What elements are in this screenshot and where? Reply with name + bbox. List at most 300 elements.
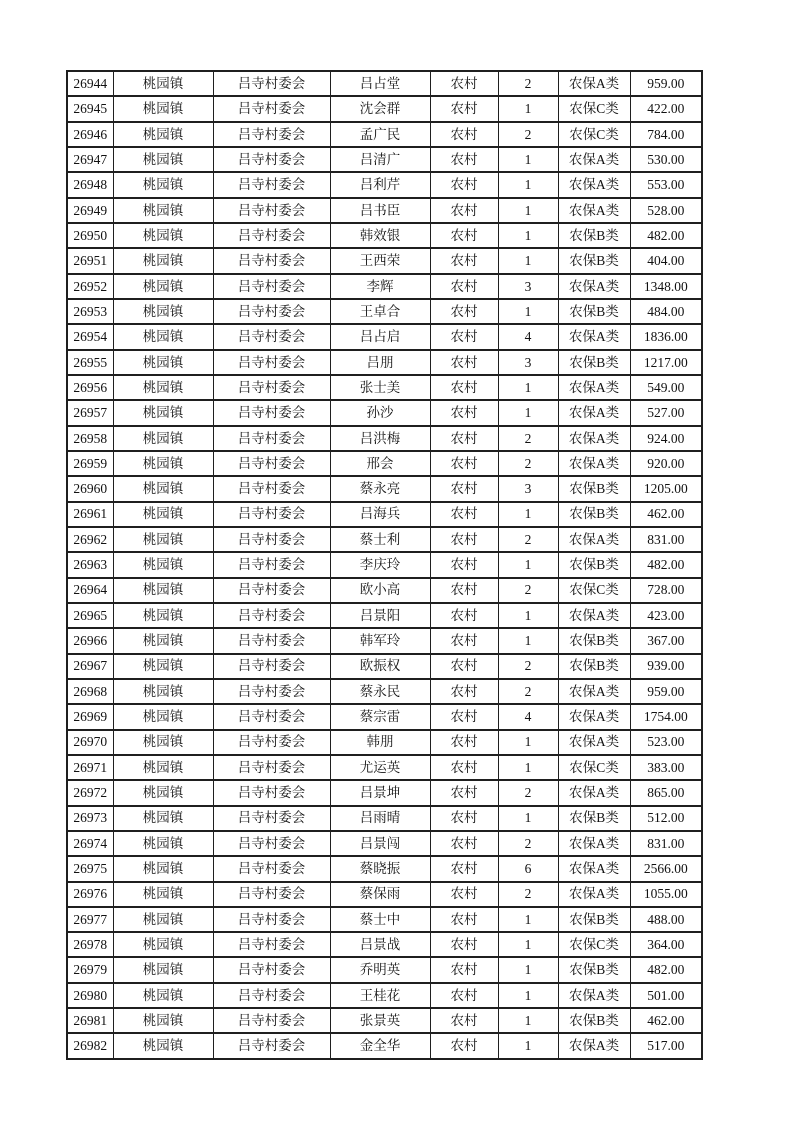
table-cell-insurance_category: 农保B类 <box>558 654 630 679</box>
table-cell-record_id: 26977 <box>67 907 113 932</box>
table-cell-residence_type: 农村 <box>430 299 498 324</box>
table-cell-record_id: 26966 <box>67 628 113 653</box>
table-cell-record_id: 26976 <box>67 882 113 907</box>
table-cell-town: 桃园镇 <box>113 400 213 425</box>
table-cell-record_id: 26959 <box>67 451 113 476</box>
table-cell-insurance_category: 农保A类 <box>558 983 630 1008</box>
table-cell-village_committee: 吕寺村委会 <box>213 1008 330 1033</box>
table-cell-residence_type: 农村 <box>430 375 498 400</box>
table-cell-person_count: 1 <box>498 223 558 248</box>
table-cell-amount: 527.00 <box>630 400 702 425</box>
table-cell-village_committee: 吕寺村委会 <box>213 324 330 349</box>
table-cell-amount: 484.00 <box>630 299 702 324</box>
table-cell-person_count: 1 <box>498 375 558 400</box>
records-table-body <box>67 71 702 1059</box>
table-cell-village_committee: 吕寺村委会 <box>213 502 330 527</box>
table-cell-record_id: 26968 <box>67 679 113 704</box>
table-cell-person_name: 吕利芹 <box>330 172 430 197</box>
table-cell-record_id: 26961 <box>67 502 113 527</box>
table-cell-village_committee: 吕寺村委会 <box>213 274 330 299</box>
table-cell-insurance_category: 农保A类 <box>558 603 630 628</box>
table-cell-residence_type: 农村 <box>430 628 498 653</box>
table-cell-person_name: 吕占启 <box>330 324 430 349</box>
table-cell-town: 桃园镇 <box>113 71 213 96</box>
table-cell-record_id: 26960 <box>67 476 113 501</box>
table-cell-amount: 364.00 <box>630 932 702 957</box>
table-cell-town: 桃园镇 <box>113 831 213 856</box>
table-row <box>67 248 702 273</box>
table-cell-amount: 462.00 <box>630 502 702 527</box>
table-cell-person_count: 1 <box>498 96 558 121</box>
table-cell-record_id: 26947 <box>67 147 113 172</box>
table-cell-insurance_category: 农保B类 <box>558 299 630 324</box>
table-cell-record_id: 26952 <box>67 274 113 299</box>
table-cell-town: 桃园镇 <box>113 806 213 831</box>
table-cell-record_id: 26969 <box>67 704 113 729</box>
table-cell-village_committee: 吕寺村委会 <box>213 957 330 982</box>
table-cell-town: 桃园镇 <box>113 350 213 375</box>
table-cell-person_count: 4 <box>498 704 558 729</box>
table-cell-person_count: 1 <box>498 957 558 982</box>
table-cell-amount: 482.00 <box>630 223 702 248</box>
table-cell-insurance_category: 农保A类 <box>558 198 630 223</box>
table-cell-person_count: 2 <box>498 780 558 805</box>
table-cell-record_id: 26981 <box>67 1008 113 1033</box>
table-cell-amount: 920.00 <box>630 451 702 476</box>
table-row <box>67 679 702 704</box>
records-table <box>66 70 703 1060</box>
table-cell-person_name: 蔡永亮 <box>330 476 430 501</box>
table-cell-person_count: 1 <box>498 1033 558 1059</box>
table-row <box>67 502 702 527</box>
table-cell-village_committee: 吕寺村委会 <box>213 603 330 628</box>
table-cell-insurance_category: 农保A类 <box>558 451 630 476</box>
table-cell-residence_type: 农村 <box>430 350 498 375</box>
table-row <box>67 983 702 1008</box>
table-cell-person_count: 1 <box>498 172 558 197</box>
table-cell-town: 桃园镇 <box>113 375 213 400</box>
table-cell-record_id: 26962 <box>67 527 113 552</box>
table-cell-amount: 530.00 <box>630 147 702 172</box>
table-cell-person_count: 2 <box>498 882 558 907</box>
table-cell-residence_type: 农村 <box>430 502 498 527</box>
table-cell-residence_type: 农村 <box>430 527 498 552</box>
table-cell-person_name: 吕景闯 <box>330 831 430 856</box>
table-row <box>67 426 702 451</box>
table-cell-village_committee: 吕寺村委会 <box>213 654 330 679</box>
table-cell-village_committee: 吕寺村委会 <box>213 679 330 704</box>
table-cell-insurance_category: 农保A类 <box>558 780 630 805</box>
table-cell-insurance_category: 农保B类 <box>558 907 630 932</box>
table-cell-insurance_category: 农保B类 <box>558 502 630 527</box>
table-cell-amount: 488.00 <box>630 907 702 932</box>
table-cell-person_name: 韩朋 <box>330 730 430 755</box>
table-cell-amount: 784.00 <box>630 122 702 147</box>
table-cell-village_committee: 吕寺村委会 <box>213 932 330 957</box>
table-cell-person_name: 吕雨晴 <box>330 806 430 831</box>
table-cell-insurance_category: 农保A类 <box>558 147 630 172</box>
table-cell-amount: 831.00 <box>630 831 702 856</box>
table-cell-residence_type: 农村 <box>430 552 498 577</box>
table-cell-town: 桃园镇 <box>113 1033 213 1059</box>
table-cell-residence_type: 农村 <box>430 172 498 197</box>
table-cell-amount: 404.00 <box>630 248 702 273</box>
table-cell-person_name: 吕海兵 <box>330 502 430 527</box>
table-cell-residence_type: 农村 <box>430 578 498 603</box>
table-cell-residence_type: 农村 <box>430 223 498 248</box>
table-cell-amount: 501.00 <box>630 983 702 1008</box>
table-cell-insurance_category: 农保A类 <box>558 882 630 907</box>
table-cell-record_id: 26945 <box>67 96 113 121</box>
table-row <box>67 350 702 375</box>
table-row <box>67 1033 702 1059</box>
table-row <box>67 730 702 755</box>
table-cell-amount: 1836.00 <box>630 324 702 349</box>
table-row <box>67 71 702 96</box>
table-cell-record_id: 26963 <box>67 552 113 577</box>
table-cell-amount: 831.00 <box>630 527 702 552</box>
table-cell-residence_type: 农村 <box>430 882 498 907</box>
table-cell-insurance_category: 农保B类 <box>558 476 630 501</box>
table-cell-person_count: 3 <box>498 274 558 299</box>
table-row <box>67 755 702 780</box>
table-cell-village_committee: 吕寺村委会 <box>213 831 330 856</box>
table-cell-amount: 1205.00 <box>630 476 702 501</box>
table-cell-residence_type: 农村 <box>430 704 498 729</box>
table-cell-person_name: 尤运英 <box>330 755 430 780</box>
table-cell-residence_type: 农村 <box>430 71 498 96</box>
table-cell-amount: 512.00 <box>630 806 702 831</box>
table-cell-town: 桃园镇 <box>113 324 213 349</box>
table-cell-village_committee: 吕寺村委会 <box>213 578 330 603</box>
table-cell-insurance_category: 农保B类 <box>558 806 630 831</box>
table-cell-record_id: 26982 <box>67 1033 113 1059</box>
table-cell-record_id: 26971 <box>67 755 113 780</box>
table-cell-person_count: 1 <box>498 552 558 577</box>
table-cell-person_count: 2 <box>498 122 558 147</box>
table-cell-town: 桃园镇 <box>113 172 213 197</box>
table-cell-amount: 939.00 <box>630 654 702 679</box>
table-cell-record_id: 26979 <box>67 957 113 982</box>
table-cell-town: 桃园镇 <box>113 780 213 805</box>
table-cell-village_committee: 吕寺村委会 <box>213 907 330 932</box>
table-row <box>67 451 702 476</box>
table-cell-person_count: 1 <box>498 603 558 628</box>
table-row <box>67 223 702 248</box>
table-cell-amount: 462.00 <box>630 1008 702 1033</box>
table-cell-person_count: 1 <box>498 248 558 273</box>
table-cell-insurance_category: 农保C类 <box>558 932 630 957</box>
table-cell-person_name: 韩军玲 <box>330 628 430 653</box>
table-cell-record_id: 26964 <box>67 578 113 603</box>
table-cell-person_name: 吕清广 <box>330 147 430 172</box>
table-cell-person_count: 1 <box>498 198 558 223</box>
table-cell-town: 桃园镇 <box>113 578 213 603</box>
table-cell-village_committee: 吕寺村委会 <box>213 96 330 121</box>
table-cell-town: 桃园镇 <box>113 628 213 653</box>
table-cell-person_count: 2 <box>498 426 558 451</box>
table-cell-residence_type: 农村 <box>430 426 498 451</box>
table-cell-residence_type: 农村 <box>430 755 498 780</box>
table-cell-person_name: 蔡晓振 <box>330 856 430 881</box>
table-cell-village_committee: 吕寺村委会 <box>213 527 330 552</box>
table-cell-insurance_category: 农保C类 <box>558 578 630 603</box>
table-row <box>67 324 702 349</box>
table-cell-amount: 517.00 <box>630 1033 702 1059</box>
table-cell-person_name: 乔明英 <box>330 957 430 982</box>
table-cell-person_name: 蔡保雨 <box>330 882 430 907</box>
table-cell-residence_type: 农村 <box>430 730 498 755</box>
table-cell-town: 桃园镇 <box>113 755 213 780</box>
table-cell-village_committee: 吕寺村委会 <box>213 375 330 400</box>
table-cell-residence_type: 农村 <box>430 780 498 805</box>
table-cell-person_name: 欧振权 <box>330 654 430 679</box>
table-cell-village_committee: 吕寺村委会 <box>213 1033 330 1059</box>
table-cell-person_name: 吕书臣 <box>330 198 430 223</box>
table-cell-town: 桃园镇 <box>113 552 213 577</box>
table-cell-person_name: 韩效银 <box>330 223 430 248</box>
table-cell-residence_type: 农村 <box>430 654 498 679</box>
table-cell-record_id: 26965 <box>67 603 113 628</box>
table-cell-town: 桃园镇 <box>113 299 213 324</box>
table-cell-person_count: 1 <box>498 502 558 527</box>
table-cell-town: 桃园镇 <box>113 983 213 1008</box>
table-cell-town: 桃园镇 <box>113 932 213 957</box>
table-row <box>67 603 702 628</box>
table-cell-person_name: 蔡士利 <box>330 527 430 552</box>
table-cell-person_count: 2 <box>498 451 558 476</box>
table-cell-residence_type: 农村 <box>430 806 498 831</box>
table-cell-person_name: 蔡宗雷 <box>330 704 430 729</box>
table-cell-residence_type: 农村 <box>430 679 498 704</box>
table-cell-town: 桃园镇 <box>113 122 213 147</box>
table-cell-amount: 1217.00 <box>630 350 702 375</box>
table-cell-person_name: 沈会群 <box>330 96 430 121</box>
table-cell-residence_type: 农村 <box>430 1008 498 1033</box>
table-cell-amount: 924.00 <box>630 426 702 451</box>
table-cell-residence_type: 农村 <box>430 1033 498 1059</box>
table-cell-village_committee: 吕寺村委会 <box>213 451 330 476</box>
table-cell-record_id: 26948 <box>67 172 113 197</box>
table-cell-insurance_category: 农保A类 <box>558 831 630 856</box>
table-cell-village_committee: 吕寺村委会 <box>213 122 330 147</box>
table-cell-record_id: 26949 <box>67 198 113 223</box>
table-cell-village_committee: 吕寺村委会 <box>213 400 330 425</box>
table-cell-person_name: 吕占堂 <box>330 71 430 96</box>
table-cell-residence_type: 农村 <box>430 476 498 501</box>
table-cell-town: 桃园镇 <box>113 502 213 527</box>
table-cell-insurance_category: 农保A类 <box>558 704 630 729</box>
table-cell-village_committee: 吕寺村委会 <box>213 248 330 273</box>
table-row <box>67 806 702 831</box>
table-cell-insurance_category: 农保B类 <box>558 223 630 248</box>
table-cell-record_id: 26946 <box>67 122 113 147</box>
table-cell-village_committee: 吕寺村委会 <box>213 426 330 451</box>
table-cell-person_name: 孟广民 <box>330 122 430 147</box>
table-cell-amount: 549.00 <box>630 375 702 400</box>
table-cell-residence_type: 农村 <box>430 400 498 425</box>
table-cell-person_count: 2 <box>498 831 558 856</box>
table-cell-person_name: 蔡永民 <box>330 679 430 704</box>
table-cell-village_committee: 吕寺村委会 <box>213 780 330 805</box>
table-row <box>67 299 702 324</box>
table-cell-person_count: 1 <box>498 983 558 1008</box>
table-cell-record_id: 26980 <box>67 983 113 1008</box>
table-row <box>67 375 702 400</box>
table-cell-residence_type: 农村 <box>430 932 498 957</box>
table-row <box>67 628 702 653</box>
table-row <box>67 932 702 957</box>
table-cell-residence_type: 农村 <box>430 248 498 273</box>
table-cell-insurance_category: 农保C类 <box>558 96 630 121</box>
table-cell-person_name: 吕洪梅 <box>330 426 430 451</box>
table-cell-residence_type: 农村 <box>430 324 498 349</box>
table-cell-town: 桃园镇 <box>113 527 213 552</box>
table-cell-town: 桃园镇 <box>113 882 213 907</box>
table-cell-person_count: 1 <box>498 147 558 172</box>
table-cell-residence_type: 农村 <box>430 983 498 1008</box>
table-cell-insurance_category: 农保A类 <box>558 527 630 552</box>
table-cell-residence_type: 农村 <box>430 957 498 982</box>
table-row <box>67 274 702 299</box>
table-cell-amount: 1348.00 <box>630 274 702 299</box>
table-cell-insurance_category: 农保A类 <box>558 1033 630 1059</box>
table-cell-insurance_category: 农保A类 <box>558 856 630 881</box>
table-cell-village_committee: 吕寺村委会 <box>213 552 330 577</box>
table-cell-amount: 422.00 <box>630 96 702 121</box>
table-cell-person_name: 金全华 <box>330 1033 430 1059</box>
table-cell-person_count: 2 <box>498 679 558 704</box>
table-cell-record_id: 26957 <box>67 400 113 425</box>
table-cell-residence_type: 农村 <box>430 274 498 299</box>
table-cell-village_committee: 吕寺村委会 <box>213 882 330 907</box>
table-cell-person_count: 2 <box>498 527 558 552</box>
table-cell-person_count: 2 <box>498 654 558 679</box>
table-cell-record_id: 26955 <box>67 350 113 375</box>
table-cell-amount: 528.00 <box>630 198 702 223</box>
table-cell-person_count: 1 <box>498 628 558 653</box>
table-cell-record_id: 26951 <box>67 248 113 273</box>
table-cell-town: 桃园镇 <box>113 248 213 273</box>
table-cell-person_name: 李辉 <box>330 274 430 299</box>
table-cell-residence_type: 农村 <box>430 907 498 932</box>
table-cell-person_name: 王卓合 <box>330 299 430 324</box>
table-cell-person_name: 王桂花 <box>330 983 430 1008</box>
table-row <box>67 96 702 121</box>
table-cell-town: 桃园镇 <box>113 223 213 248</box>
table-cell-residence_type: 农村 <box>430 603 498 628</box>
table-cell-insurance_category: 农保B类 <box>558 957 630 982</box>
table-cell-insurance_category: 农保B类 <box>558 1008 630 1033</box>
table-cell-record_id: 26950 <box>67 223 113 248</box>
table-cell-village_committee: 吕寺村委会 <box>213 198 330 223</box>
table-cell-insurance_category: 农保A类 <box>558 400 630 425</box>
table-row <box>67 122 702 147</box>
table-cell-village_committee: 吕寺村委会 <box>213 172 330 197</box>
table-cell-town: 桃园镇 <box>113 907 213 932</box>
table-row <box>67 882 702 907</box>
table-cell-town: 桃园镇 <box>113 426 213 451</box>
table-cell-record_id: 26973 <box>67 806 113 831</box>
table-cell-village_committee: 吕寺村委会 <box>213 628 330 653</box>
table-cell-person_name: 吕景战 <box>330 932 430 957</box>
table-cell-town: 桃园镇 <box>113 274 213 299</box>
table-cell-village_committee: 吕寺村委会 <box>213 223 330 248</box>
table-cell-amount: 1055.00 <box>630 882 702 907</box>
table-cell-record_id: 26975 <box>67 856 113 881</box>
table-cell-person_count: 6 <box>498 856 558 881</box>
table-cell-person_name: 欧小高 <box>330 578 430 603</box>
table-cell-village_committee: 吕寺村委会 <box>213 299 330 324</box>
table-row <box>67 831 702 856</box>
table-cell-insurance_category: 农保B类 <box>558 248 630 273</box>
table-cell-person_count: 1 <box>498 932 558 957</box>
table-cell-person_name: 王西荣 <box>330 248 430 273</box>
table-cell-record_id: 26972 <box>67 780 113 805</box>
table-cell-residence_type: 农村 <box>430 451 498 476</box>
table-cell-record_id: 26967 <box>67 654 113 679</box>
table-cell-person_name: 吕景坤 <box>330 780 430 805</box>
table-row <box>67 578 702 603</box>
table-cell-village_committee: 吕寺村委会 <box>213 350 330 375</box>
table-row <box>67 704 702 729</box>
table-cell-record_id: 26953 <box>67 299 113 324</box>
table-cell-amount: 2566.00 <box>630 856 702 881</box>
table-row <box>67 907 702 932</box>
table-cell-insurance_category: 农保A类 <box>558 375 630 400</box>
table-cell-insurance_category: 农保A类 <box>558 274 630 299</box>
table-cell-town: 桃园镇 <box>113 730 213 755</box>
table-cell-amount: 553.00 <box>630 172 702 197</box>
table-cell-village_committee: 吕寺村委会 <box>213 755 330 780</box>
table-cell-person_count: 3 <box>498 350 558 375</box>
table-cell-person_count: 2 <box>498 578 558 603</box>
table-cell-residence_type: 农村 <box>430 147 498 172</box>
table-cell-town: 桃园镇 <box>113 1008 213 1033</box>
table-row <box>67 527 702 552</box>
table-cell-amount: 959.00 <box>630 679 702 704</box>
table-row <box>67 780 702 805</box>
table-cell-record_id: 26956 <box>67 375 113 400</box>
table-cell-residence_type: 农村 <box>430 856 498 881</box>
table-cell-amount: 865.00 <box>630 780 702 805</box>
table-cell-village_committee: 吕寺村委会 <box>213 730 330 755</box>
table-cell-village_committee: 吕寺村委会 <box>213 704 330 729</box>
table-cell-village_committee: 吕寺村委会 <box>213 147 330 172</box>
table-cell-amount: 423.00 <box>630 603 702 628</box>
table-cell-person_count: 1 <box>498 400 558 425</box>
table-cell-town: 桃园镇 <box>113 96 213 121</box>
table-row <box>67 147 702 172</box>
table-cell-person_name: 李庆玲 <box>330 552 430 577</box>
table-cell-person_count: 1 <box>498 806 558 831</box>
table-cell-town: 桃园镇 <box>113 476 213 501</box>
table-row <box>67 476 702 501</box>
table-cell-person_count: 1 <box>498 1008 558 1033</box>
table-cell-record_id: 26974 <box>67 831 113 856</box>
table-cell-amount: 523.00 <box>630 730 702 755</box>
table-cell-insurance_category: 农保A类 <box>558 679 630 704</box>
table-cell-person_count: 1 <box>498 755 558 780</box>
table-row <box>67 552 702 577</box>
table-cell-amount: 482.00 <box>630 957 702 982</box>
table-cell-record_id: 26958 <box>67 426 113 451</box>
table-cell-insurance_category: 农保B类 <box>558 350 630 375</box>
table-cell-town: 桃园镇 <box>113 198 213 223</box>
table-cell-amount: 482.00 <box>630 552 702 577</box>
table-cell-person_count: 3 <box>498 476 558 501</box>
table-cell-insurance_category: 农保A类 <box>558 730 630 755</box>
